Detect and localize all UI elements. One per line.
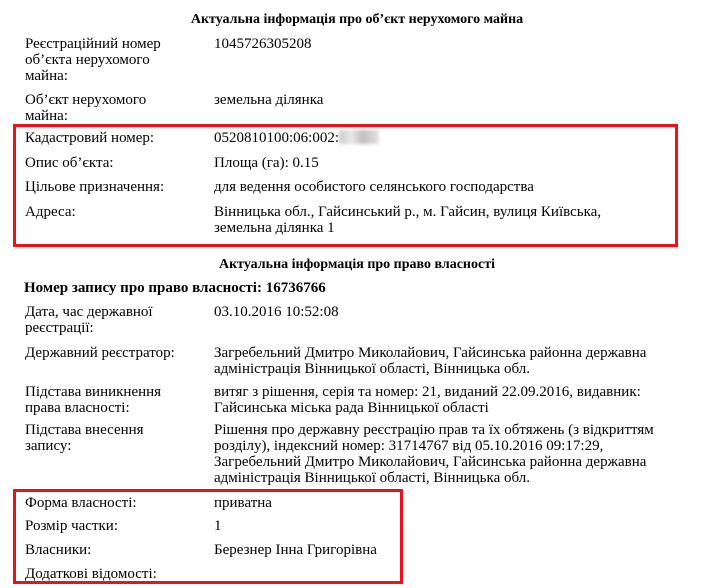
row-value: 1045726305208 xyxy=(214,36,312,52)
row-label: Форма власності: xyxy=(25,495,137,511)
row-value: Вінницька обл., Гайсинський р., м. Гайсин, вулиця Київська, земельна ділянка 1 xyxy=(214,204,602,236)
highlight-box-object-details xyxy=(13,124,678,247)
row-value: Площа (га): 0.15 xyxy=(214,155,319,171)
row-label: Дата, час державної реєстрації: xyxy=(25,304,153,336)
row-label: Опис об’єкта: xyxy=(25,155,114,171)
highlight-box-ownership-details xyxy=(13,489,403,584)
row-label: Додаткові відомості: xyxy=(25,566,157,582)
row-value: для ведення особистого селянського господарства xyxy=(214,179,534,195)
row-label: Власники: xyxy=(25,542,92,558)
row-value: земельна ділянка xyxy=(214,92,324,108)
row-label: Підстава виникнення права власності: xyxy=(25,384,162,416)
row-label: Підстава внесення запису: xyxy=(25,422,144,454)
row-value: витяг з рішення, серія та номер: 21, виданий 22.09.2016, видавник: Гайсинська міська рада Вінницької області xyxy=(214,384,641,416)
row-label: Державний реєстратор: xyxy=(25,345,175,361)
property-info-heading: Актуальна інформація про об’єкт нерухомого майна xyxy=(190,12,524,27)
row-value: Загребельний Дмитро Миколайович, Гайсинська районна державна адміністрація Вінницької області, Вінницька обл. xyxy=(214,345,647,377)
row-label: Кадастровий номер: xyxy=(25,130,155,146)
cadastral-number-text: 0520810100:06:002: xyxy=(214,130,340,146)
row-label: Розмір частки: xyxy=(25,518,118,534)
row-label: Реєстраційний номер об’єкта нерухомого майна: xyxy=(25,36,161,84)
row-value: Рішення про державну реєстрацію прав та їх обтяжень (з відкриттям розділу), індексний номер: 31714767 від 05.10.2016 09:17:29, Загребельний Дмитро Миколайович, Гайсинська районна державна адміністрація Вінницької області, Вінницька обл. xyxy=(214,422,654,486)
row-value: 1 xyxy=(214,518,222,534)
ownership-info-heading: Актуальна інформація про право власності xyxy=(219,257,495,272)
row-value: Березнер Інна Григорівна xyxy=(214,542,377,558)
row-value: приватна xyxy=(214,495,272,511)
row-label: Адреса: xyxy=(25,204,76,220)
row-label: Цільове призначення: xyxy=(25,179,165,195)
row-label: Об’єкт нерухомого майна: xyxy=(25,92,147,124)
row-value: 03.10.2016 10:52:08 xyxy=(214,304,339,320)
ownership-record-number: Номер запису про право власності: 16736766 xyxy=(24,280,326,296)
